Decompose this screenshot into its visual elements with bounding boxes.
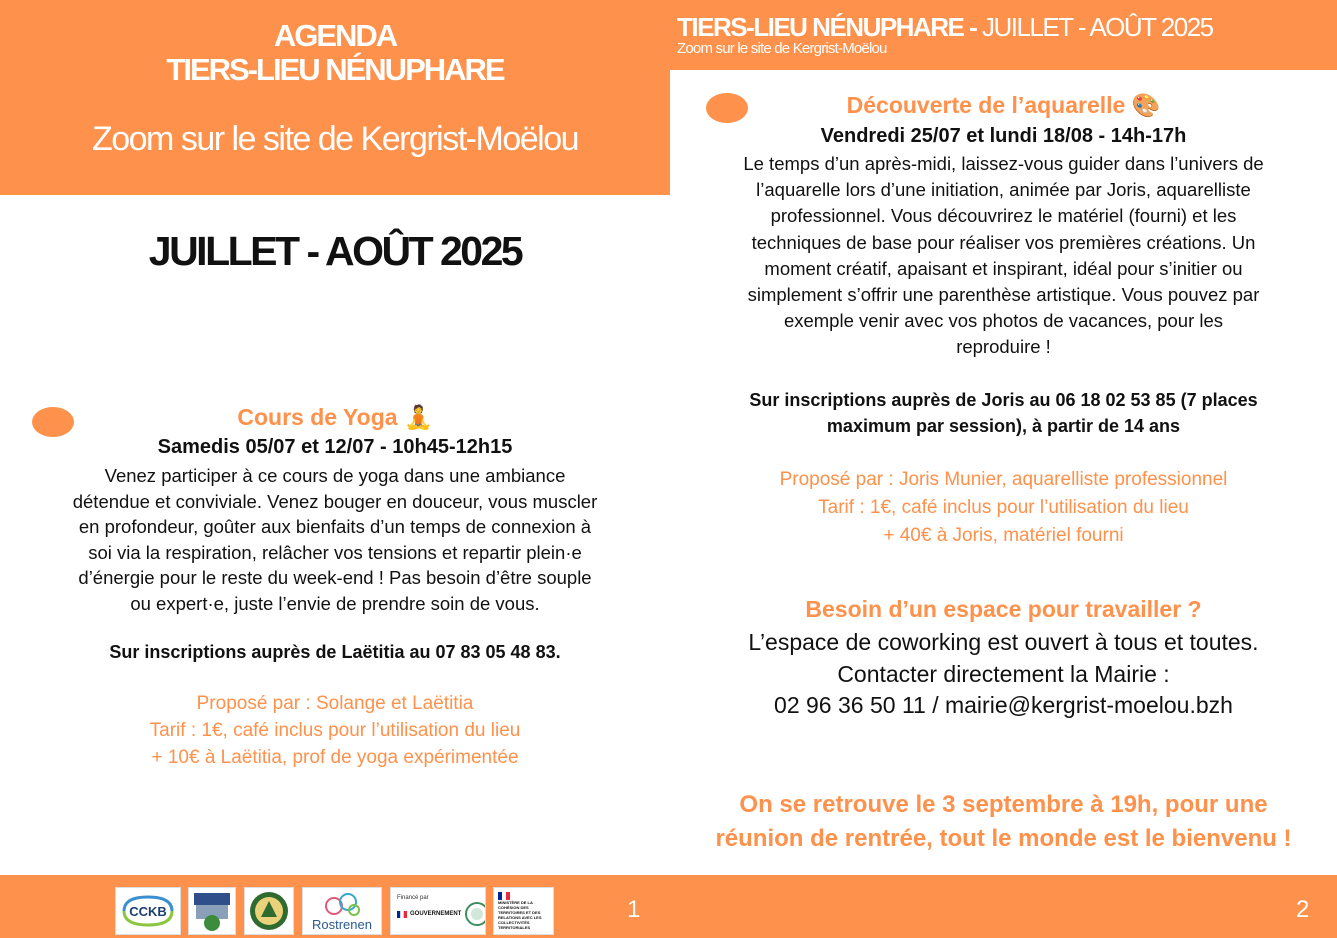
yoga-description-line: détendue et conviviale. Venez bouger en douceur, vous muscler xyxy=(72,490,598,512)
yoga-dates: Samedis 05/07 et 12/07 - 10h45-12h15 xyxy=(157,436,513,458)
left-header-agenda: AGENDA xyxy=(273,18,397,53)
rostrenen-swirl-icon xyxy=(320,891,364,917)
crest-logo-2 xyxy=(244,887,294,935)
yoga-offer xyxy=(0,690,670,771)
right-header-title-bold: TIERS-LIEU NÉNUPHARE - xyxy=(677,12,982,42)
right-header-subtitle: Zoom sur le site de Kergrist-Moëlou xyxy=(677,40,887,57)
yoga-offer-line: Tarif : 1€, café inclus pour l’utilisation du lieu xyxy=(149,720,521,741)
government-logo-name: GOUVERNEMENT xyxy=(410,911,462,917)
france-relance-icon xyxy=(464,901,486,927)
yoga-description-line: Venez participer à ce cours de yoga dans une ambiance xyxy=(104,465,566,486)
yoga-description xyxy=(0,463,670,616)
watercolor-offer xyxy=(670,466,1337,550)
crest-icon xyxy=(190,889,234,933)
rentree-meeting-note xyxy=(670,788,1337,856)
ministry-logo-text: MINISTÈRE DE LA COHÉSION DES TERRITOIRES ET DES RELATIONS AVEC LES COLLECTIVITÉS TERRITORIALES xyxy=(498,900,542,930)
cowork-line: Contacter directement la Mairie : xyxy=(837,660,1170,687)
left-header-tiers-lieu: TIERS-LIEU NÉNUPHARE xyxy=(166,52,504,87)
page-number-1: 1 xyxy=(627,896,641,923)
government-logo-label: Financé par xyxy=(397,895,429,901)
rostrenen-logo-text: Rostrenen xyxy=(312,916,372,932)
watercolor-description-line: professionnel. Vous découvrirez le matériel (fourni) et les xyxy=(770,205,1237,227)
watercolor-offer-line: + 40€ à Joris, matériel fourni xyxy=(883,525,1124,546)
cowork-contact-line[interactable]: 02 96 36 50 11 / mairie@kergrist-moelou.bzh xyxy=(774,692,1233,718)
cckb-logo xyxy=(115,887,181,935)
yoga-title: Cours de Yoga 🧘 xyxy=(237,404,433,430)
watercolor-description-line: exemple venir avec vos photos de vacances, pour les xyxy=(783,310,1224,332)
french-flag-icon xyxy=(498,892,510,900)
watercolor-registration xyxy=(670,387,1337,439)
yoga-description-line: d’énergie pour le reste du week-end ! Pas besoin d’être souple xyxy=(78,567,592,588)
watercolor-description xyxy=(670,151,1337,361)
rentree-note-line: On se retrouve le 3 septembre à 19h, pour une xyxy=(739,791,1268,818)
right-header-title xyxy=(677,12,1213,43)
left-header-zoom: Zoom sur le site de Kergrist-Moëlou xyxy=(91,120,579,158)
crest-icon xyxy=(247,889,291,933)
ministry-logo xyxy=(493,887,554,935)
watercolor-title: Découverte de l’aquarelle 🎨 xyxy=(846,92,1161,118)
rentree-note-line: réunion de rentrée, tout le monde est le bienvenu ! xyxy=(715,825,1292,852)
government-logo xyxy=(390,887,486,935)
watercolor-registration-line: Sur inscriptions auprès de Joris au 06 18 02 53 85 (7 places xyxy=(749,390,1258,410)
watercolor-description-line: moment créatif, apaisant et inspirant, idéal pour s’initier ou xyxy=(764,257,1243,279)
right-header-title-month: JUILLET - AOÛT 2025 xyxy=(981,12,1213,42)
watercolor-description-line: reproduire ! xyxy=(956,336,1051,358)
cowork-title: Besoin d’un espace pour travailler ? xyxy=(805,596,1202,622)
yoga-offer-line: + 10€ à Laëtitia, prof de yoga expérimentée xyxy=(151,747,519,768)
yoga-description-line: ou expert·e, juste l’envie de prendre soin de vous. xyxy=(130,592,540,614)
watercolor-description-line: simplement s’offrir une parenthèse artistique. Vous pouvez par xyxy=(747,284,1260,306)
french-flag-icon xyxy=(397,911,407,918)
rostrenen-logo xyxy=(302,887,382,935)
yoga-description-line: en profondeur, goûter aux bienfaits d’un temps de connexion à xyxy=(78,516,592,537)
watercolor-description-line: l’aquarelle lors d’une initiation, animée par Joris, aquarelliste xyxy=(756,179,1251,201)
yoga-registration: Sur inscriptions auprès de Laëtitia au 07 83 05 48 83. xyxy=(109,642,561,662)
watercolor-description-line: Le temps d’un après-midi, laissez-vous guider dans l’univers de xyxy=(743,153,1264,174)
page-number-2: 2 xyxy=(1296,896,1310,923)
cckb-logo-text: CCKB xyxy=(129,904,167,919)
cowork-body xyxy=(670,627,1337,722)
cckb-logo-mark xyxy=(118,891,178,931)
watercolor-registration-line: maximum par session), à partir de 14 ans xyxy=(826,416,1181,436)
watercolor-dates: Vendredi 25/07 et lundi 18/08 - 14h-17h xyxy=(820,125,1187,147)
watercolor-offer-line: Proposé par : Joris Munier, aquarelliste professionnel xyxy=(779,469,1228,490)
yoga-offer-line: Proposé par : Solange et Laëtitia xyxy=(196,693,474,714)
watercolor-description-line: techniques de base pour réaliser vos premières créations. Un xyxy=(751,231,1256,253)
month-title: JUILLET - AOÛT 2025 xyxy=(148,228,522,274)
cowork-line: L’espace de coworking est ouvert à tous et toutes. xyxy=(748,629,1259,655)
left-header-banner xyxy=(0,0,670,195)
watercolor-offer-line: Tarif : 1€, café inclus pour l’utilisation du lieu xyxy=(818,497,1189,518)
yoga-description-line: soi via la respiration, relâcher vos tensions et repartir plein·e xyxy=(88,541,582,563)
crest-logo-1 xyxy=(188,887,236,935)
